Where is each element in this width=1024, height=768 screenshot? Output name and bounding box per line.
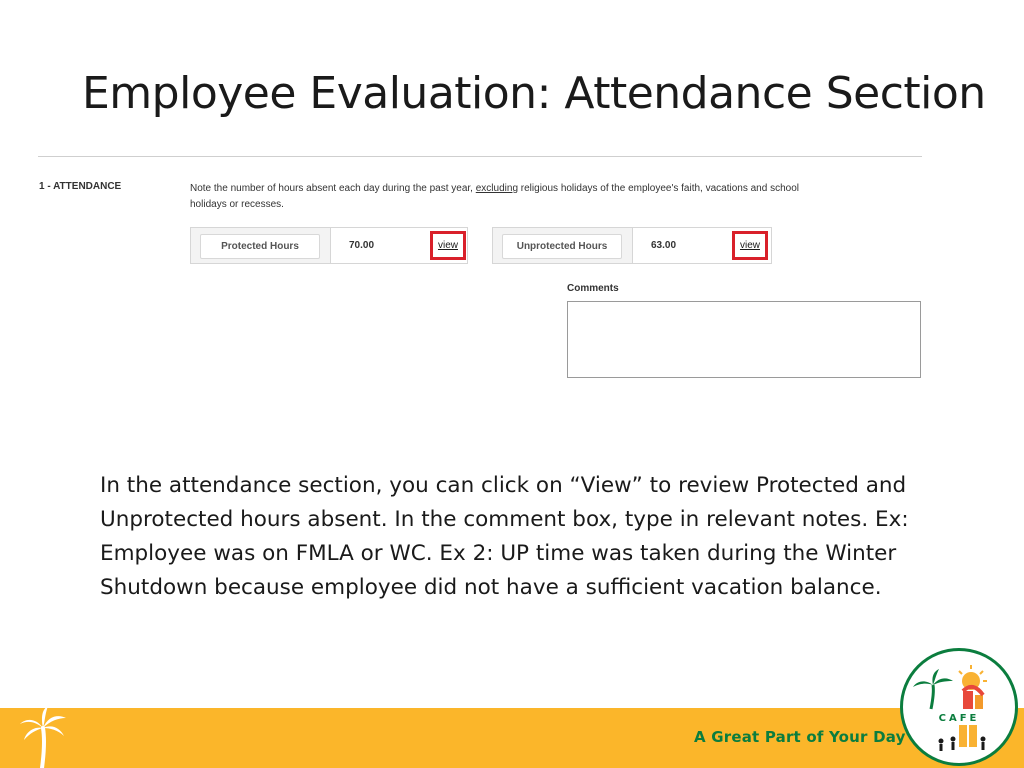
comments-label: Comments (567, 283, 619, 294)
footer-tagline: A Great Part of Your Day (694, 728, 906, 746)
instruction-text: In the attendance section, you can click on “View” to review Protected and Unprotected hours absent. In the comment box, type in relevant notes. Ex: Employee was on FMLA or WC. Ex 2: UP time was taken during the Winter Shutdown because employee did not have a sufficient vacation balance. (100, 473, 909, 600)
palm-tree-icon (18, 708, 68, 768)
cafe-logo (900, 648, 1018, 766)
cafe-logo-graphic (903, 651, 1015, 763)
protected-hours-view-link[interactable]: view (430, 231, 466, 260)
protected-hours-label: Protected Hours (200, 234, 320, 259)
section-divider (38, 156, 922, 157)
comments-textarea[interactable] (567, 301, 921, 378)
slide-title: Employee Evaluation: Attendance Section (82, 68, 986, 119)
unprotected-hours-view-link[interactable]: view (732, 231, 768, 260)
unprotected-hours-label: Unprotected Hours (502, 234, 622, 259)
unprotected-hours-value: 63.00 (651, 240, 677, 251)
protected-hours-value: 70.00 (349, 240, 375, 251)
description-text-1: Note the number of hours absent each day during the past year, (190, 183, 476, 194)
protected-hours-value-area (330, 228, 467, 263)
section-description (190, 181, 830, 213)
protected-hours-field (190, 227, 468, 264)
unprotected-hours-field (492, 227, 772, 264)
unprotected-hours-value-area (632, 228, 771, 263)
section-heading: 1 - ATTENDANCE (39, 181, 122, 192)
logo-text: CAFE (938, 713, 980, 724)
description-text-2: religious holidays of the employee's faith, vacations and school holidays or recesses. (190, 183, 799, 210)
description-emphasis: excluding (475, 183, 519, 194)
